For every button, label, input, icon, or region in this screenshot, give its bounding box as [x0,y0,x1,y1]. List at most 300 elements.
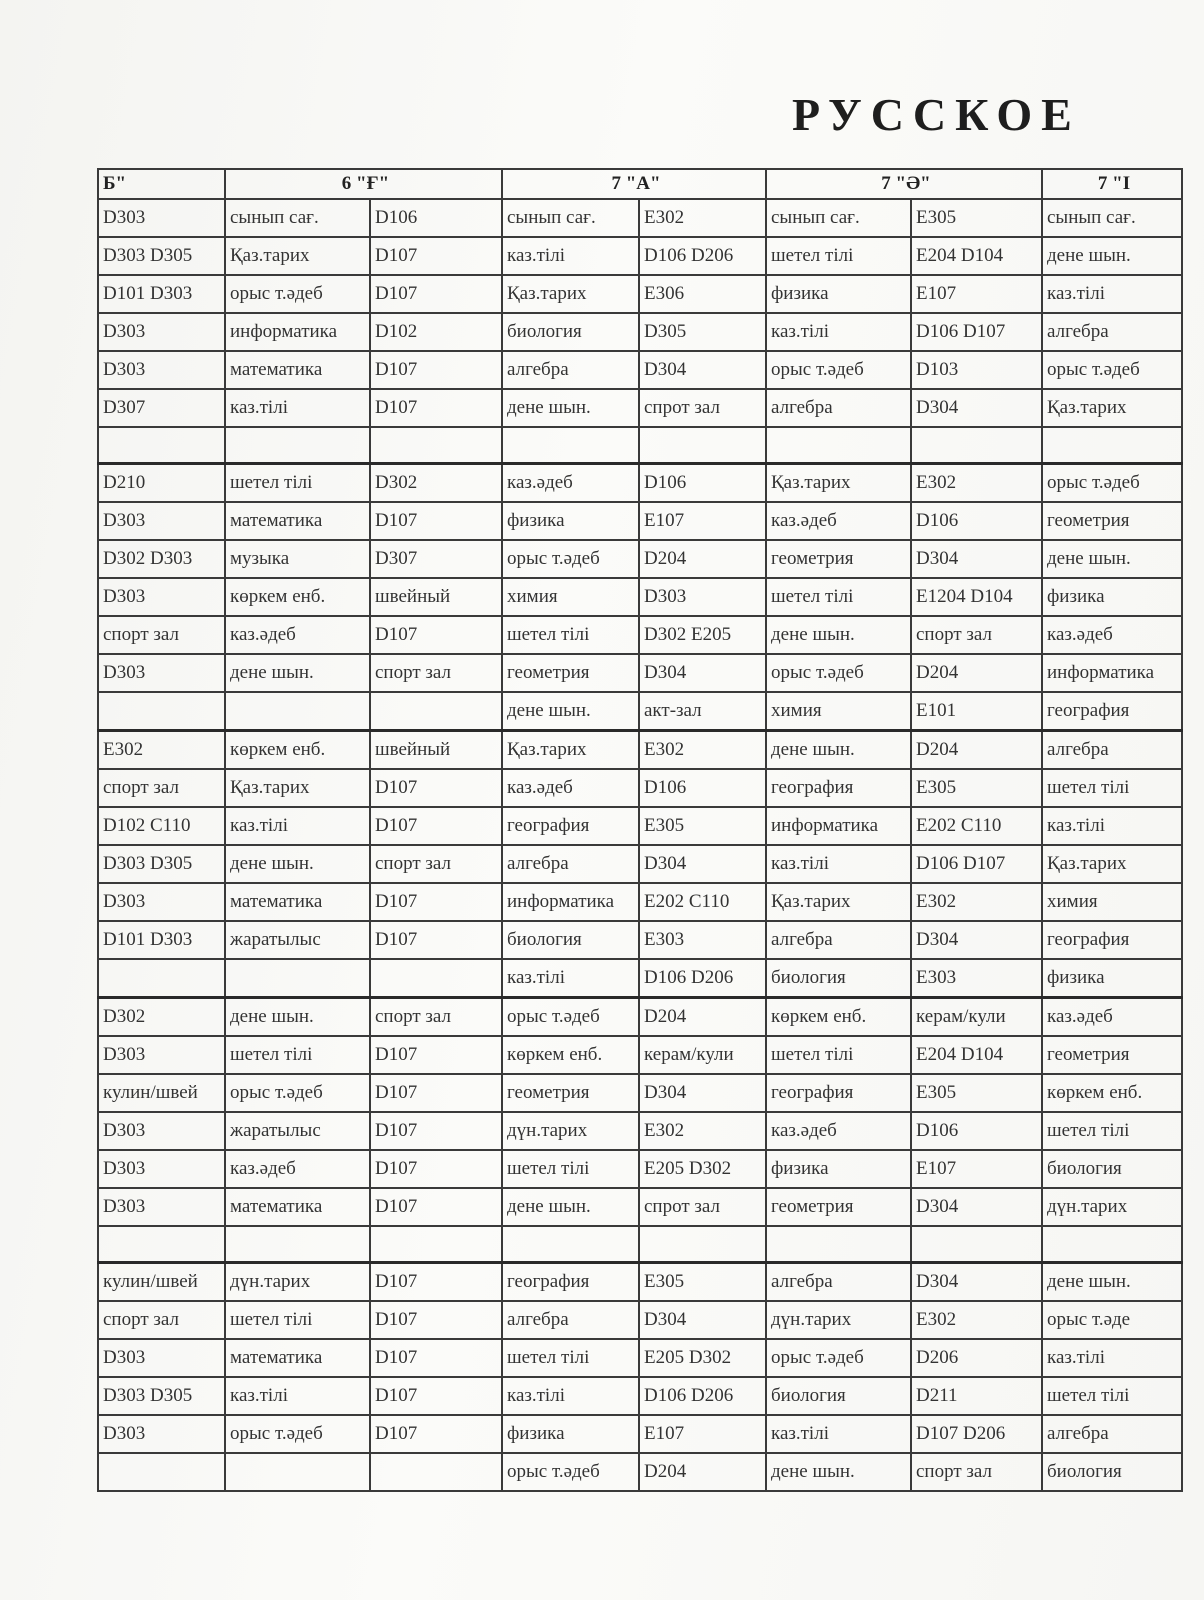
room-cell: E107 [911,1150,1042,1188]
room-cell: E1204 D104 [911,578,1042,616]
subject-cell: информатика [225,313,370,351]
room-cell: D107 [370,807,502,845]
table-row [98,578,1182,616]
subject-cell: сынып сағ. [1042,199,1182,237]
header-class-7a: 7 "А" [502,169,766,199]
room-cell: D107 [370,502,502,540]
table-row [98,769,1182,807]
subject-cell: каз.әдеб [1042,616,1182,654]
room-cell: D204 [639,540,766,578]
subject-cell: география [502,807,639,845]
subject-cell: Қаз.тарих [502,731,639,770]
room-cell: D303 [98,578,225,616]
room-cell: швейный [370,731,502,770]
room-cell: кулин/швей [98,1263,225,1302]
room-cell: E305 [639,807,766,845]
room-cell: E205 D302 [639,1339,766,1377]
table-row [98,237,1182,275]
subject-cell: каз.тілі [766,845,911,883]
room-cell: D303 [98,1188,225,1226]
room-cell: E303 [639,921,766,959]
room-cell: керам/кули [911,998,1042,1037]
subject-cell: дене шын. [225,654,370,692]
subject-cell: геометрия [502,1074,639,1112]
room-cell: D302 E205 [639,616,766,654]
room-cell: D304 [639,1301,766,1339]
room-cell: D107 [370,921,502,959]
room-cell [370,1226,502,1263]
subject-cell: шетел тілі [1042,1112,1182,1150]
room-cell: D107 [370,1188,502,1226]
table-row [98,502,1182,540]
subject-cell: дене шын. [1042,237,1182,275]
room-cell [98,1226,225,1263]
room-cell: E302 [639,731,766,770]
subject-cell [1042,1226,1182,1263]
room-cell: D101 D303 [98,921,225,959]
table-row [98,1339,1182,1377]
page-title: РУССКОЕ [792,89,1081,140]
room-cell [98,427,225,464]
subject-cell: шетел тілі [225,1036,370,1074]
room-cell: спорт зал [370,998,502,1037]
table-row [98,1415,1182,1453]
subject-cell: биология [1042,1453,1182,1491]
room-cell: кулин/швей [98,1074,225,1112]
table-row [98,1226,1182,1263]
subject-cell: физика [1042,959,1182,998]
room-cell: D303 [98,883,225,921]
subject-cell: химия [1042,883,1182,921]
subject-cell: физика [1042,578,1182,616]
room-cell: D303 [98,1036,225,1074]
room-cell: E302 [911,1301,1042,1339]
room-cell: спорт зал [911,616,1042,654]
subject-cell: каз.тілі [225,807,370,845]
subject-cell: шетел тілі [766,1036,911,1074]
subject-cell [225,1453,370,1491]
room-cell: E302 [911,464,1042,503]
subject-cell: Қаз.тарих [502,275,639,313]
subject-cell: жаратылыс [225,921,370,959]
subject-cell: орыс т.әдеб [766,654,911,692]
room-cell: D106 [639,769,766,807]
room-cell: D303 [98,351,225,389]
subject-cell: дүн.тарих [766,1301,911,1339]
room-cell: E107 [639,502,766,540]
room-cell: D302 [370,464,502,503]
subject-cell: география [766,769,911,807]
table-row [98,731,1182,770]
subject-cell: орыс т.әдеб [1042,464,1182,503]
subject-cell: биология [502,313,639,351]
subject-cell: геометрия [1042,502,1182,540]
subject-cell: сынып сағ. [225,199,370,237]
room-cell: D107 [370,1263,502,1302]
room-cell: D303 [98,1112,225,1150]
room-cell: E302 [639,1112,766,1150]
subject-cell: көркем енб. [1042,1074,1182,1112]
room-cell: E302 [639,199,766,237]
room-cell: спорт зал [98,769,225,807]
room-cell: E305 [911,199,1042,237]
subject-cell: шетел тілі [766,578,911,616]
subject-cell: каз.тілі [766,313,911,351]
room-cell: D211 [911,1377,1042,1415]
room-cell [639,1226,766,1263]
room-cell: спорт зал [98,1301,225,1339]
subject-cell: география [1042,692,1182,731]
room-cell: D106 [639,464,766,503]
subject-cell: каз.тілі [502,1377,639,1415]
table-row [98,540,1182,578]
subject-cell: шетел тілі [225,1301,370,1339]
table-row [98,1150,1182,1188]
room-cell: D303 [98,654,225,692]
room-cell: D304 [639,654,766,692]
room-cell: D303 D305 [98,845,225,883]
header-class-6g: 6 "Ғ" [225,169,502,199]
subject-cell: математика [225,1188,370,1226]
subject-cell: орыс т.әде [1042,1301,1182,1339]
subject-cell: дене шын. [766,1453,911,1491]
subject-cell: информатика [502,883,639,921]
room-cell [98,692,225,731]
subject-cell: сынып сағ. [502,199,639,237]
table-row [98,351,1182,389]
subject-cell: каз.әдеб [766,502,911,540]
subject-cell: орыс т.әдеб [502,998,639,1037]
table-row [98,1377,1182,1415]
room-cell: D106 D206 [639,237,766,275]
room-cell: D206 [911,1339,1042,1377]
room-cell: D107 [370,1150,502,1188]
room-cell: D304 [639,351,766,389]
subject-cell: информатика [1042,654,1182,692]
subject-cell: биология [1042,1150,1182,1188]
room-cell: акт-зал [639,692,766,731]
subject-cell: алгебра [1042,731,1182,770]
subject-cell: математика [225,1339,370,1377]
subject-cell: көркем енб. [502,1036,639,1074]
subject-cell: орыс т.әдеб [502,1453,639,1491]
room-cell: спорт зал [370,845,502,883]
table-row [98,616,1182,654]
header-class-7ae: 7 "Ә" [766,169,1042,199]
room-cell: E107 [639,1415,766,1453]
room-cell: D204 [911,731,1042,770]
subject-cell: география [766,1074,911,1112]
table-row [98,1263,1182,1302]
subject-cell: дене шын. [1042,1263,1182,1302]
room-cell: D107 [370,1377,502,1415]
subject-cell: каз.әдеб [225,616,370,654]
room-cell [98,959,225,998]
subject-cell: каз.тілі [1042,1339,1182,1377]
subject-cell: дене шын. [1042,540,1182,578]
subject-cell: көркем енб. [766,998,911,1037]
subject-cell: математика [225,351,370,389]
subject-cell: орыс т.әдеб [225,275,370,313]
room-cell: D107 [370,389,502,427]
room-cell: D304 [639,1074,766,1112]
subject-cell: химия [766,692,911,731]
subject-cell: физика [502,502,639,540]
table-row [98,1112,1182,1150]
room-cell: E302 [911,883,1042,921]
subject-cell: шетел тілі [766,237,911,275]
room-cell: D107 [370,883,502,921]
room-cell: D303 D305 [98,237,225,275]
room-cell: D302 [98,998,225,1037]
subject-cell: алгебра [502,845,639,883]
room-cell: D303 [639,578,766,616]
subject-cell: каз.әдеб [502,769,639,807]
subject-cell: дене шын. [502,389,639,427]
subject-cell: Қаз.тарих [1042,389,1182,427]
room-cell: D106 [911,502,1042,540]
subject-cell: география [1042,921,1182,959]
room-cell: D204 [911,654,1042,692]
subject-cell: алгебра [766,921,911,959]
room-cell: D107 [370,1112,502,1150]
room-cell: E305 [911,1074,1042,1112]
schedule-body [98,199,1182,1491]
subject-cell: география [502,1263,639,1302]
subject-cell [1042,427,1182,464]
table-row [98,464,1182,503]
room-cell: D102 C110 [98,807,225,845]
room-cell: D107 [370,1415,502,1453]
subject-cell: алгебра [1042,313,1182,351]
subject-cell: каз.тілі [502,237,639,275]
subject-cell: Қаз.тарих [766,464,911,503]
subject-cell: каз.тілі [1042,807,1182,845]
room-cell: D106 D107 [911,313,1042,351]
room-cell: D107 [370,275,502,313]
room-cell: D303 [98,199,225,237]
subject-cell: дүн.тарих [225,1263,370,1302]
subject-cell: биология [502,921,639,959]
table-row [98,389,1182,427]
subject-cell: дене шын. [502,1188,639,1226]
subject-cell [225,692,370,731]
header-row [98,169,1182,199]
subject-cell: геометрия [502,654,639,692]
schedule-table [97,168,1183,1492]
room-cell: спрот зал [639,1188,766,1226]
table-row [98,427,1182,464]
room-cell: керам/кули [639,1036,766,1074]
room-cell: E303 [911,959,1042,998]
room-cell: D106 D206 [639,959,766,998]
room-cell: D303 [98,1415,225,1453]
room-cell [370,692,502,731]
table-row [98,275,1182,313]
subject-cell: орыс т.әдеб [1042,351,1182,389]
room-cell [911,427,1042,464]
subject-cell: шетел тілі [502,1339,639,1377]
table-row [98,959,1182,998]
subject-cell: орыс т.әдеб [225,1415,370,1453]
room-cell: D304 [911,1263,1042,1302]
subject-cell: шетел тілі [502,1150,639,1188]
subject-cell: Қаз.тарих [225,237,370,275]
subject-cell: орыс т.әдеб [766,351,911,389]
room-cell: D107 [370,1301,502,1339]
subject-cell: шетел тілі [225,464,370,503]
room-cell: спорт зал [370,654,502,692]
table-row [98,807,1182,845]
room-cell: D304 [639,845,766,883]
room-cell: D106 D206 [639,1377,766,1415]
room-cell: D107 [370,1339,502,1377]
subject-cell: каз.тілі [225,389,370,427]
header-class-b: Б" [98,169,225,199]
room-cell: E302 [98,731,225,770]
subject-cell: Қаз.тарих [225,769,370,807]
subject-cell: информатика [766,807,911,845]
room-cell: D307 [370,540,502,578]
room-cell: D304 [911,389,1042,427]
room-cell: E205 D302 [639,1150,766,1188]
table-row [98,654,1182,692]
room-cell: D304 [911,540,1042,578]
room-cell: D304 [911,1188,1042,1226]
room-cell: D303 [98,502,225,540]
subject-cell: дене шын. [502,692,639,731]
subject-cell [225,1226,370,1263]
subject-cell: геометрия [766,540,911,578]
room-cell: D302 D303 [98,540,225,578]
room-cell: D210 [98,464,225,503]
table-row [98,921,1182,959]
subject-cell [766,1226,911,1263]
room-cell: D107 D206 [911,1415,1042,1453]
subject-cell: орыс т.әдеб [766,1339,911,1377]
room-cell: D106 [911,1112,1042,1150]
room-cell: E306 [639,275,766,313]
subject-cell: геометрия [766,1188,911,1226]
room-cell: E305 [639,1263,766,1302]
subject-cell: дене шын. [766,731,911,770]
subject-cell: алгебра [1042,1415,1182,1453]
subject-cell: каз.әдеб [502,464,639,503]
room-cell: E305 [911,769,1042,807]
room-cell: D106 D107 [911,845,1042,883]
subject-cell: каз.әдеб [766,1112,911,1150]
room-cell: D102 [370,313,502,351]
room-cell: D107 [370,1036,502,1074]
subject-cell: физика [766,275,911,313]
subject-cell: математика [225,883,370,921]
table-row [98,1188,1182,1226]
subject-cell: дене шын. [225,998,370,1037]
subject-cell [225,959,370,998]
subject-cell: физика [502,1415,639,1453]
subject-cell: дүн.тарих [1042,1188,1182,1226]
room-cell: D107 [370,769,502,807]
subject-cell: дүн.тарих [502,1112,639,1150]
subject-cell: каз.әдеб [1042,998,1182,1037]
room-cell: D204 [639,1453,766,1491]
room-cell: D303 [98,313,225,351]
room-cell: E204 D104 [911,237,1042,275]
subject-cell: орыс т.әдеб [225,1074,370,1112]
subject-cell: сынып сағ. [766,199,911,237]
room-cell: D107 [370,237,502,275]
room-cell: D305 [639,313,766,351]
room-cell: D107 [370,1074,502,1112]
room-cell: E204 D104 [911,1036,1042,1074]
table-row [98,998,1182,1037]
table-row [98,1036,1182,1074]
subject-cell: биология [766,959,911,998]
room-cell: спрот зал [639,389,766,427]
subject-cell: көркем енб. [225,731,370,770]
table-row [98,1453,1182,1491]
subject-cell: көркем енб. [225,578,370,616]
room-cell [639,427,766,464]
room-cell: D107 [370,351,502,389]
table-row [98,313,1182,351]
room-cell: D106 [370,199,502,237]
subject-cell: шетел тілі [1042,1377,1182,1415]
subject-cell: каз.тілі [225,1377,370,1415]
subject-cell: алгебра [502,1301,639,1339]
table-row [98,883,1182,921]
subject-cell: Қаз.тарих [766,883,911,921]
subject-cell: дене шын. [766,616,911,654]
subject-cell [225,427,370,464]
subject-cell [766,427,911,464]
room-cell [98,1453,225,1491]
room-cell: спорт зал [911,1453,1042,1491]
room-cell [370,959,502,998]
room-cell: спорт зал [98,616,225,654]
table-row [98,692,1182,731]
subject-cell: каз.тілі [502,959,639,998]
subject-cell: Қаз.тарих [1042,845,1182,883]
room-cell: E202 C110 [911,807,1042,845]
room-cell: D303 [98,1339,225,1377]
room-cell [911,1226,1042,1263]
room-cell [370,427,502,464]
room-cell: швейный [370,578,502,616]
room-cell [370,1453,502,1491]
subject-cell: шетел тілі [502,616,639,654]
subject-cell: дене шын. [225,845,370,883]
room-cell: D303 [98,1150,225,1188]
subject-cell: алгебра [766,1263,911,1302]
subject-cell: каз.тілі [1042,275,1182,313]
room-cell: E107 [911,275,1042,313]
subject-cell: физика [766,1150,911,1188]
room-cell: D304 [911,921,1042,959]
room-cell: D303 D305 [98,1377,225,1415]
subject-cell: математика [225,502,370,540]
subject-cell [502,1226,639,1263]
table-row [98,199,1182,237]
room-cell: D204 [639,998,766,1037]
subject-cell: музыка [225,540,370,578]
subject-cell: орыс т.әдеб [502,540,639,578]
subject-cell: шетел тілі [1042,769,1182,807]
room-cell: D307 [98,389,225,427]
subject-cell: алгебра [766,389,911,427]
subject-cell: геометрия [1042,1036,1182,1074]
room-cell: D103 [911,351,1042,389]
